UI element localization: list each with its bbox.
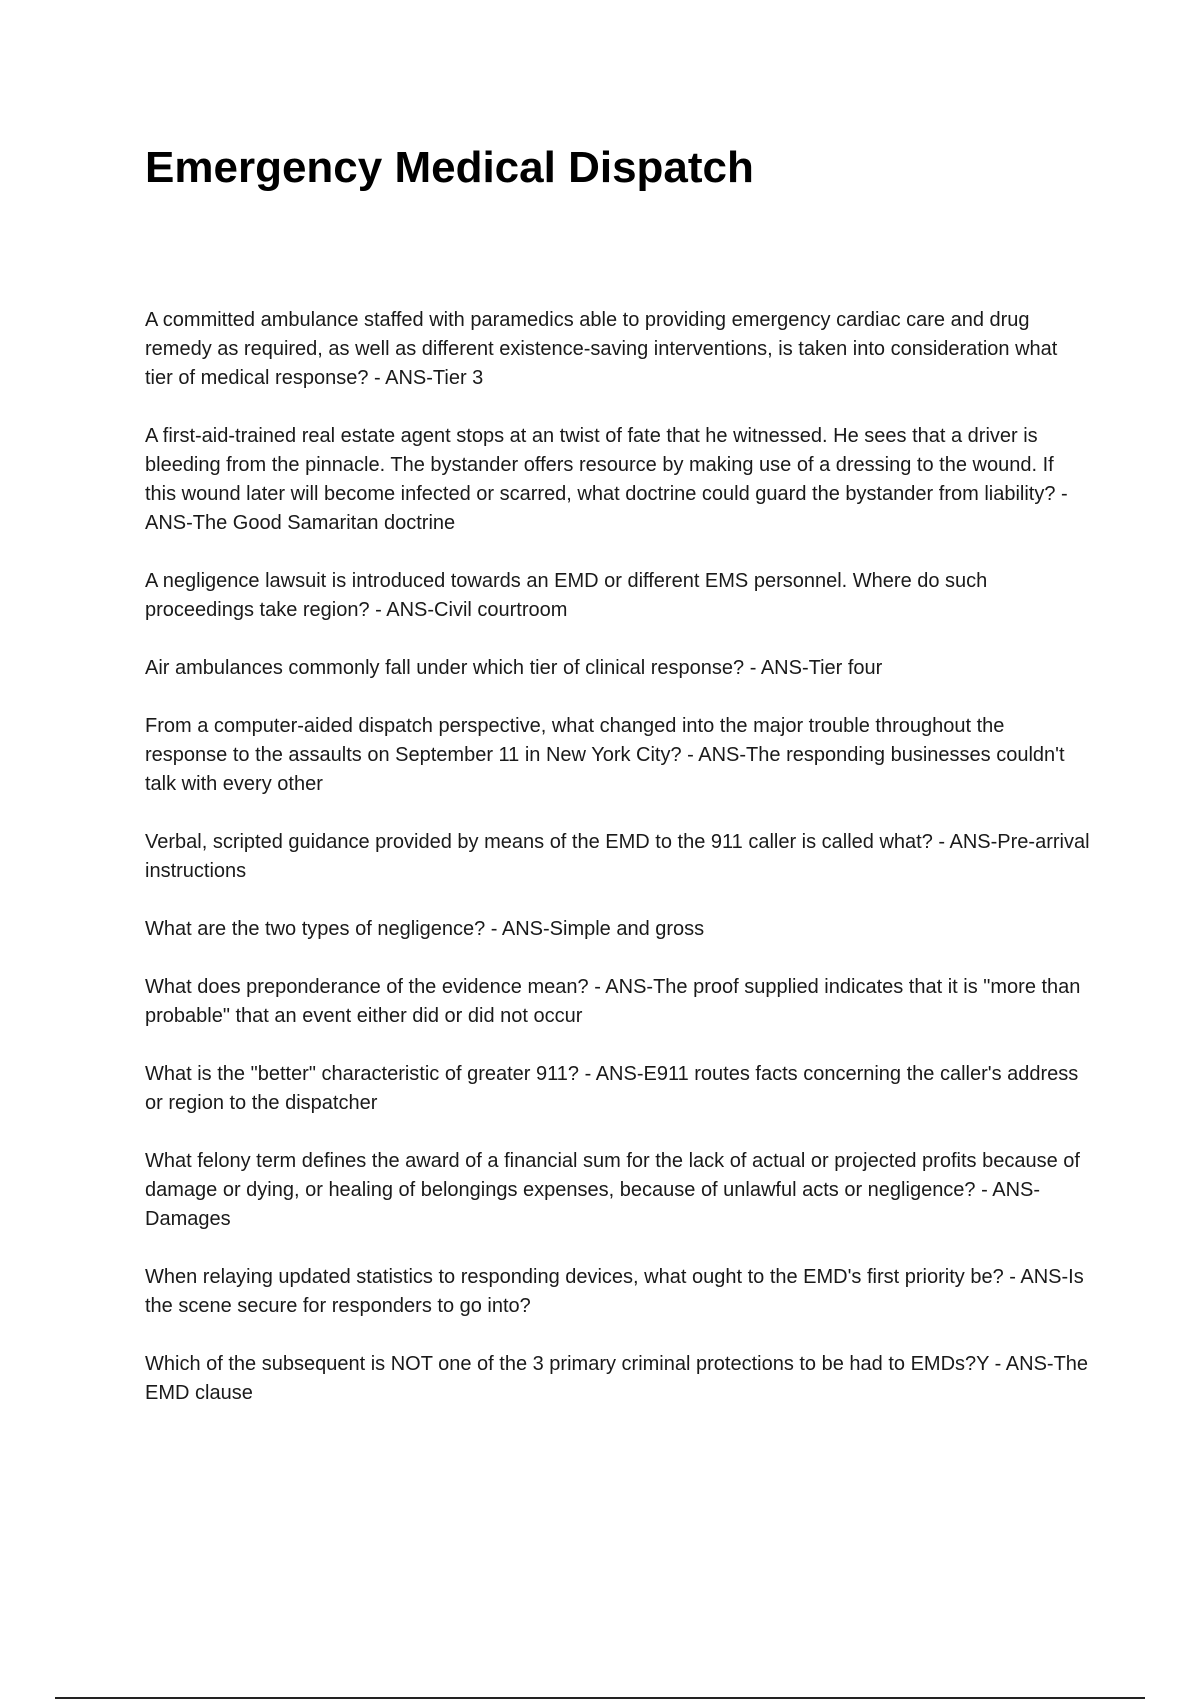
qa-item: What felony term defines the award of a financial sum for the lack of actual or projected profits because of damage or dying, or healing of belongings expenses, because of unlawful acts or negligence? - ANS-Damages: [145, 1150, 1080, 1230]
qa-item: Verbal, scripted guidance provided by means of the EMD to the 911 caller is called what? - ANS-Pre-arrival instructions: [145, 831, 1090, 882]
qa-item: A committed ambulance staffed with paramedics able to providing emergency cardiac care and drug remedy as required, as well as different existence-saving interventions, is taken into consideration what tier of medical response? - ANS-Tier 3: [145, 309, 1058, 389]
qa-item: Air ambulances commonly fall under which tier of clinical response? - ANS-Tier four: [145, 657, 883, 679]
footer-divider: [55, 1697, 1145, 1699]
qa-item: What are the two types of negligence? - ANS-Simple and gross: [145, 918, 705, 940]
qa-item: A first-aid-trained real estate agent stops at an twist of fate that he witnessed. He sees that a driver is bleeding from the pinnacle. The bystander offers resource by making use of a dressing to the wound. If this wound later will become infected or scarred, what doctrine could guard the bystander from liability? - ANS-The Good Samaritan doctrine: [145, 425, 1068, 534]
qa-item: What is the "better" characteristic of greater 911? - ANS-E911 routes facts concerning the caller's address or region to the dispatcher: [145, 1063, 1079, 1114]
qa-item: From a computer-aided dispatch perspective, what changed into the major trouble throughout the response to the assaults on September 11 in New York City? - ANS-The responding businesses couldn't talk with every other: [145, 715, 1065, 795]
qa-item: When relaying updated statistics to responding devices, what ought to the EMD's first priority be? - ANS-Is the scene secure for responders to go into?: [145, 1266, 1084, 1317]
qa-item: Which of the subsequent is NOT one of the 3 primary criminal protections to be had to EMDs?Y - ANS-The EMD clause: [145, 1353, 1089, 1404]
qa-item: A negligence lawsuit is introduced towards an EMD or different EMS personnel. Where do such proceedings take region? - ANS-Civil courtroom: [145, 570, 988, 621]
qa-item: What does preponderance of the evidence mean? - ANS-The proof supplied indicates that it is "more than probable" that an event either did or did not occur: [145, 976, 1081, 1027]
qa-list: [145, 306, 1090, 1437]
document-title: Emergency Medical Dispatch: [145, 143, 754, 192]
